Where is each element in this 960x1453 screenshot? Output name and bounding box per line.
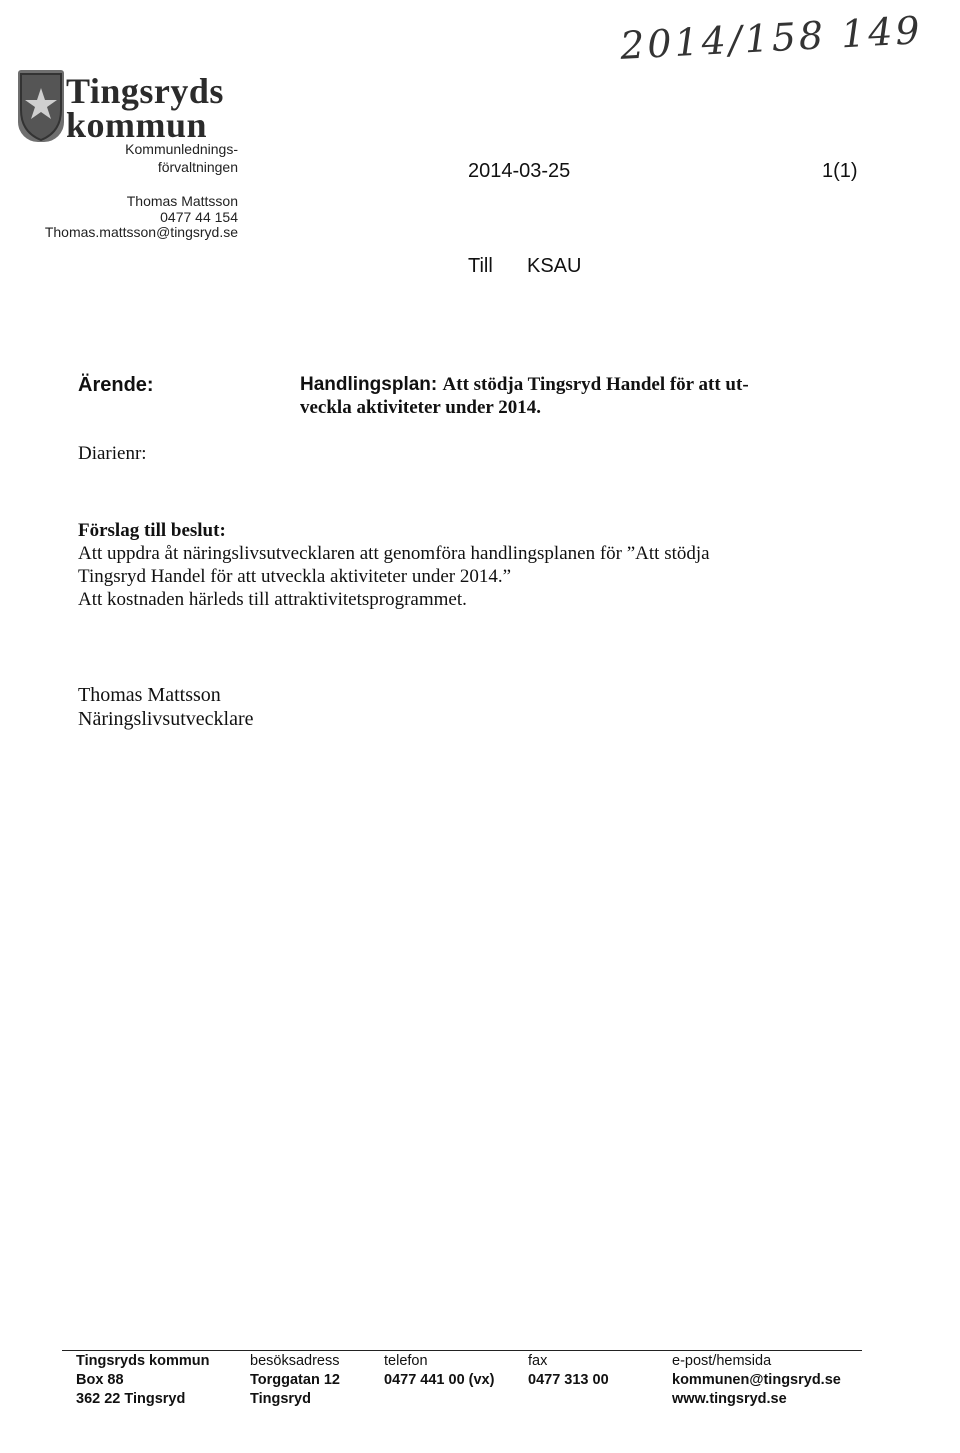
footer-phone-label: telefon xyxy=(384,1353,428,1369)
subject-text-line1: Att stödja Tingsryd Handel för att ut- xyxy=(442,374,749,395)
subject-prefix: Handlingsplan: xyxy=(300,374,438,395)
logo-text-line1: Tingsryds xyxy=(66,71,224,111)
recipient: KSAU xyxy=(527,255,582,277)
footer-fax-number: 0477 313 00 xyxy=(528,1372,609,1388)
page-number: 1(1) xyxy=(822,160,858,182)
footer-org-name: Tingsryds kommun xyxy=(76,1353,210,1369)
footer-website-link[interactable]: www.tingsryd.se xyxy=(672,1391,787,1407)
subject-text-line2: veckla aktiviteter under 2014. xyxy=(300,397,541,418)
footer-org-box: Box 88 xyxy=(76,1372,124,1388)
department-line2: förvaltningen xyxy=(157,159,238,175)
sender-phone: 0477 44 154 xyxy=(160,209,238,225)
sender-email: Thomas.mattsson@tingsryd.se xyxy=(44,224,238,240)
coat-of-arms-icon xyxy=(18,70,64,142)
recipient-label: Till xyxy=(468,255,493,277)
footer-fax xyxy=(528,1352,609,1390)
footer-visit-city: Tingsryd xyxy=(250,1391,311,1407)
footer-divider xyxy=(62,1350,862,1351)
subject-label: Ärende: xyxy=(78,374,154,396)
diarienr-label: Diarienr: xyxy=(78,443,147,464)
footer-visit-label: besöksadress xyxy=(250,1353,340,1369)
footer-org xyxy=(76,1352,209,1409)
subject-line1 xyxy=(300,374,749,396)
logo-text-line2: kommun xyxy=(66,105,208,145)
footer-org-postal: 362 22 Tingsryd xyxy=(76,1391,186,1407)
footer-fax-label: fax xyxy=(528,1353,548,1369)
footer-web xyxy=(672,1352,841,1409)
footer-phone-number: 0477 441 00 (vx) xyxy=(384,1372,495,1388)
signature-title: Näringslivsutvecklare xyxy=(78,708,254,730)
proposal-line3: Att kostnaden härleds till attraktivitetsprogrammet. xyxy=(78,589,467,610)
document-date: 2014-03-25 xyxy=(468,160,571,182)
footer-visit xyxy=(250,1352,340,1409)
department-line1: Kommunlednings- xyxy=(125,141,238,157)
footer-visit-street: Torggatan 12 xyxy=(250,1372,340,1388)
footer-web-label: e-post/hemsida xyxy=(672,1353,772,1369)
handwritten-diary-number: 2014/158 149 xyxy=(619,8,924,68)
footer-email-link[interactable]: kommunen@tingsryd.se xyxy=(672,1372,841,1388)
proposal-line2: Tingsryd Handel för att utveckla aktiviteter under 2014.” xyxy=(78,566,512,587)
sender-name: Thomas Mattsson xyxy=(126,193,238,209)
footer-phone xyxy=(384,1352,494,1390)
proposal-line1: Att uppdra åt näringslivsutvecklaren att genomföra handlingsplanen för ”Att stödja xyxy=(78,543,710,564)
signature-name: Thomas Mattsson xyxy=(78,684,221,706)
proposal-heading: Förslag till beslut: xyxy=(78,520,226,541)
